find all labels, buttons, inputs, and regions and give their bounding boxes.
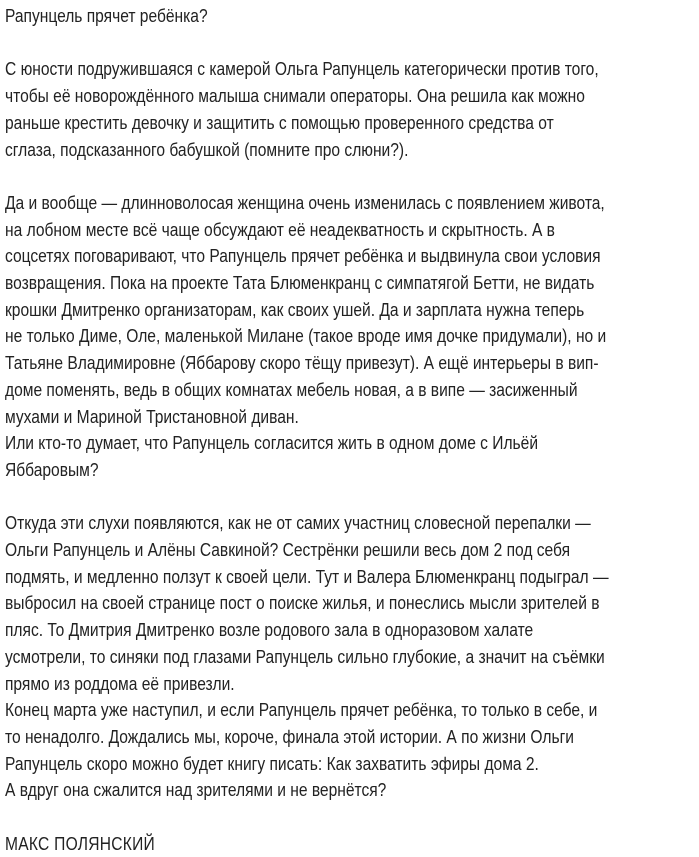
text-line: выбросил на своей странице пост о поиске жилья, и понеслись мысли зрителей в [5, 593, 600, 614]
text-line: на лобном месте всё чаще обсуждают её неадекватность и скрытность. А в [5, 219, 555, 240]
text-line: сглаза, подсказанного бабушкой (помните про слюни?). [5, 139, 409, 160]
text-line: С юности подружившаяся с камерой Ольга Рапунцель категорически против того, [5, 59, 599, 80]
spacer [5, 484, 680, 511]
text-line: не только Диме, Оле, маленькой Милане (такое вроде имя дочке придумали), но и [5, 326, 607, 347]
text-line: чтобы её новорождённого малыша снимали операторы. Она решила как можно [5, 86, 585, 107]
article [5, 3, 680, 857]
text-line: Конец марта уже наступил, и если Рапунцель прячет ребёнка, то только в себе, и [5, 700, 598, 721]
spacer [5, 163, 680, 190]
text-line: мухами и Мариной Тристановной диван. [5, 406, 299, 427]
text-line: Татьяне Владимировне (Яббарову скоро тёщу привезут). А ещё интерьеры в вип- [5, 353, 599, 374]
text-line: А вдруг она сжалится над зрителями и не вернётся? [5, 780, 387, 801]
text-line: соцсетях поговаривают, что Рапунцель прячет ребёнка и выдвинула свои условия [5, 246, 601, 267]
text-line: раньше крестить девочку и защитить с помощью проверенного средства от [5, 112, 554, 133]
text-line: усмотрели, то синяки под глазами Рапунцель сильно глубокие, а значит на съёмки [5, 646, 605, 667]
text-line: подмять, и медленно ползут к своей цели. Тут и Валера Блюменкранц подыграл — [5, 566, 609, 587]
text-line: Или кто-то думает, что Рапунцель согласится жить в одном доме с Ильёй [5, 433, 539, 454]
text-line: возвращения. Пока на проекте Тата Блюменкранц с симпатягой Бетти, не видать [5, 273, 595, 293]
text-line: пляс. То Дмитрия Дмитренко возле родового зала в одноразовом халате [5, 620, 534, 641]
text-line: доме поменять, ведь в общих комнатах мебель новая, а в випе — засиженный [5, 379, 578, 400]
text-line: крошки Дмитренко организаторам, как своих ушей. Да и зарплата нужна теперь [5, 299, 585, 320]
text-line: Ольги Рапунцель и Алёны Савкиной? Сестрёнки решили весь дом 2 под себя [5, 540, 571, 561]
text-line: Рапунцель скоро можно будет книгу писать: Как захватить эфиры дома 2. [5, 753, 539, 774]
spacer [5, 30, 680, 57]
paragraph-1 [5, 56, 680, 163]
text-line: Да и вообще — длинноволосая женщина очень изменилась с появлением живота, [5, 192, 605, 213]
text-line: Откуда эти слухи появляются, как не от самих участниц словесной перепалки — [5, 513, 591, 534]
paragraph-3 [5, 510, 680, 804]
paragraph-2 [5, 190, 680, 484]
text-line: Яббаровым? [5, 459, 99, 480]
spacer [5, 804, 680, 831]
author-byline: МАКС ПОЛЯНСКИЙ [5, 833, 155, 854]
text-line: прямо из роддома её привезли. [5, 673, 235, 694]
text-line: то ненадолго. Дождались мы, короче, финала этой истории. А по жизни Ольги [5, 726, 574, 747]
article-title: Рапунцель прячет ребёнка? [5, 6, 208, 26]
